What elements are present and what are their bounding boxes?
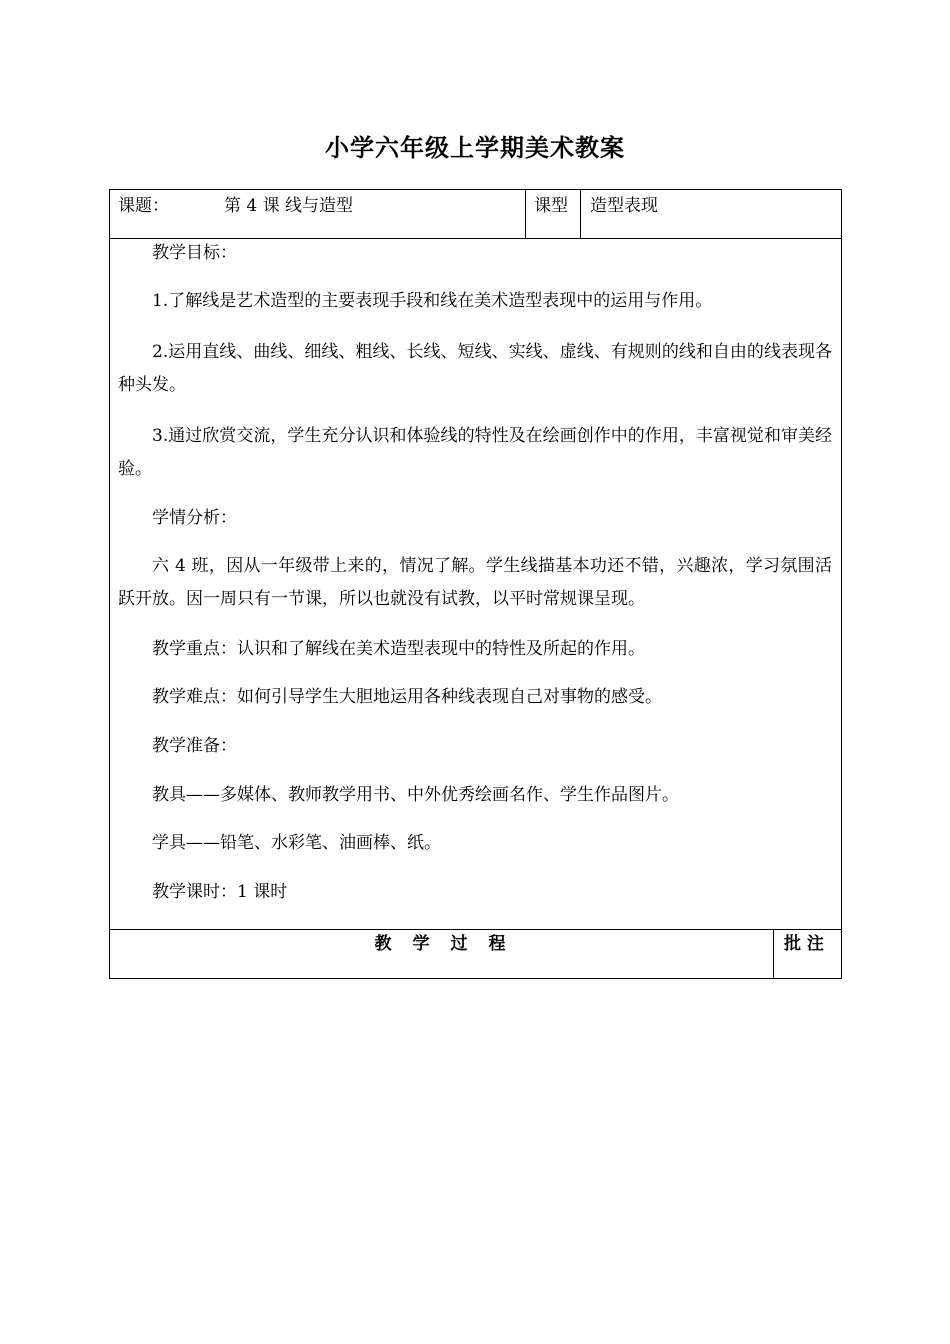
analysis-text: 六 4 班，因从一年级带上来的，情况了解。学生线描基本功还不错，兴趣浓，学习氛围活跃开放。因一周只有一节课，所以也就没有试教，以平时常规课呈现。 [118,556,832,609]
footer-divider [773,929,774,979]
goals-heading: 教学目标： [152,243,237,263]
analysis-heading: 学情分析： [152,508,237,528]
difficulty: 教学难点：如何引导学生大胆地运用各种线表现自己对事物的感受。 [152,687,662,707]
teacher-tools: 教具——多媒体、教师教学用书、中外优秀绘画名作、学生作品图片。 [152,785,679,805]
header-divider-2 [580,189,581,239]
goal-3: 3.通过欣赏交流，学生充分认识和体验线的特性及在绘画创作中的作用，丰富视觉和审美经验。 [118,426,832,479]
lesson-hours: 教学课时：1 课时 [152,882,288,902]
header-divider-1 [525,189,526,239]
key-point: 教学重点：认识和了解线在美术造型表现中的特性及所起的作用。 [152,639,645,659]
prep-heading: 教学准备： [152,736,237,756]
goal-1: 1.了解线是艺术造型的主要表现手段和线在美术造型表现中的运用与作用。 [152,291,713,311]
topic-label: 课题： [118,196,169,216]
goal-2: 2.运用直线、曲线、细线、粗线、长线、短线、实线、虚线、有规则的线和自由的线表现各种头发。 [118,342,832,395]
student-tools: 学具——铅笔、水彩笔、油画棒、纸。 [152,833,441,853]
notes-label: 批 注 [784,934,824,954]
topic-value: 第 4 课 线与造型 [224,196,354,216]
type-label: 课型 [534,196,568,216]
type-value: 造型表现 [590,196,658,216]
page-title: 小学六年级上学期美术教案 [325,134,625,162]
process-label: 教 学 过 程 [374,934,508,954]
footer-row-top [109,929,842,930]
